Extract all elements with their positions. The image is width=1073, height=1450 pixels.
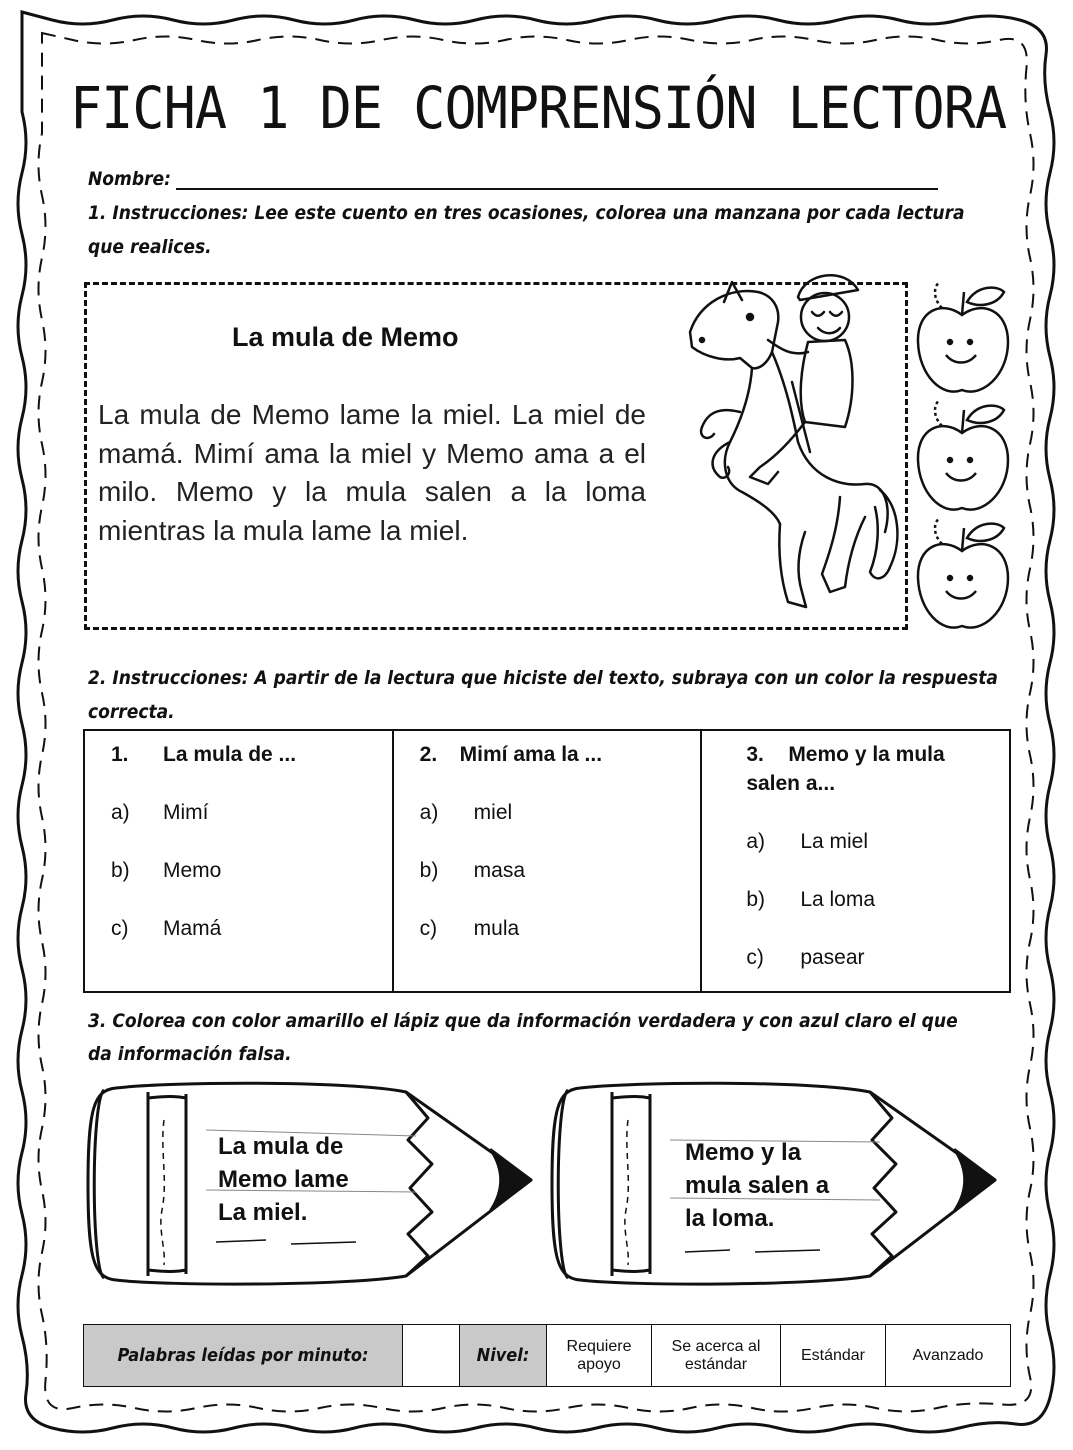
question-1 [84,730,393,992]
level-line: Requiere [566,1337,632,1355]
level-option-requires-support[interactable] [547,1325,652,1387]
option-text[interactable]: pasear [800,946,865,969]
option-text[interactable]: La miel [800,830,869,853]
pencil-1-line: La miel. [218,1199,308,1226]
option-letter: c) [111,917,129,940]
option-text[interactable]: mula [473,917,520,940]
apples-column [912,280,1022,630]
option-text[interactable]: Mamá [163,917,222,940]
instructions-3-line2: da información falsa. [88,1043,292,1065]
wpm-label: Palabras leídas por minuto: [84,1325,403,1387]
wpm-value-cell[interactable] [403,1325,460,1387]
question-number: 2. [419,743,438,766]
option-letter: a) [111,801,130,824]
question-number: 3. [746,743,764,766]
pencil-2-line: la loma. [685,1205,775,1232]
level-line: Estándar [800,1346,866,1364]
question-text-line1: Memo y la mula [788,743,945,766]
option-letter: c) [746,946,764,969]
reading-level-table [83,1324,1011,1387]
level-option-advanced[interactable] [886,1325,1011,1387]
instructions-1-line2: que realices. [88,236,212,258]
option-letter: b) [111,859,130,882]
option-letter: c) [419,917,438,940]
level-line: Avanzado [912,1346,984,1364]
question-2 [393,730,702,992]
option-text[interactable]: masa [473,859,526,882]
story-title: La mula de Memo [232,322,459,352]
pencil-2-line: Memo y la [685,1139,802,1166]
level-option-approaching[interactable] [652,1325,781,1387]
questions-table [83,729,1011,993]
page-title: FICHA 1 DE COMPRENSIÓN LECTORA [70,74,1007,142]
question-text-line2: salen a... [746,772,836,795]
option-text[interactable]: miel [473,801,513,824]
apple-icon[interactable] [918,518,1008,628]
level-label: Nivel: [460,1325,547,1387]
name-line[interactable] [176,188,938,190]
instructions-2-line1: 2. Instrucciones: A partir de la lectura que hiciste del texto, subraya con un color la respuesta [88,667,998,689]
level-line: apoyo [577,1355,621,1373]
level-line: estándar [684,1355,748,1373]
name-label: Nombre: [88,168,171,190]
instructions-3-line1: 3. Colorea con color amarillo el lápiz que da información verdadera y con azul claro el que [88,1010,958,1032]
instructions-2-line2: correcta. [88,701,175,723]
pencil-1-line: La mula de [218,1133,344,1160]
horse-rider-illustration [680,262,905,630]
level-option-standard[interactable] [781,1325,886,1387]
apple-icon[interactable] [918,282,1008,392]
instructions-1-line1: 1. Instrucciones: Lee este cuento en tres ocasiones, colorea una manzana por cada lectura [88,202,965,224]
option-letter: b) [746,888,765,911]
option-text[interactable]: La loma [800,888,876,911]
pencil-1-text [218,1130,349,1229]
option-letter: a) [419,801,439,824]
option-text[interactable]: Mimí [163,801,209,824]
option-letter: a) [746,830,765,853]
question-text: La mula de ... [163,743,297,766]
story-text: La mula de Memo lame la miel. La miel de mamá. Mimí ama la miel y Memo ama a el milo. Memo y la mula salen a la loma mientras la mula lame la miel. [98,399,646,546]
pencil-2-text [685,1136,829,1235]
option-letter: b) [419,859,439,882]
apple-icon[interactable] [918,400,1008,510]
pencil-2-line: mula salen a [685,1172,830,1199]
question-number: 1. [111,743,129,766]
level-line: Se acerca al [671,1337,761,1355]
question-3 [701,730,1010,992]
pencil-1-line: Memo lame [218,1166,349,1193]
question-text: Mimí ama la ... [459,743,603,766]
option-text[interactable]: Memo [163,859,222,882]
